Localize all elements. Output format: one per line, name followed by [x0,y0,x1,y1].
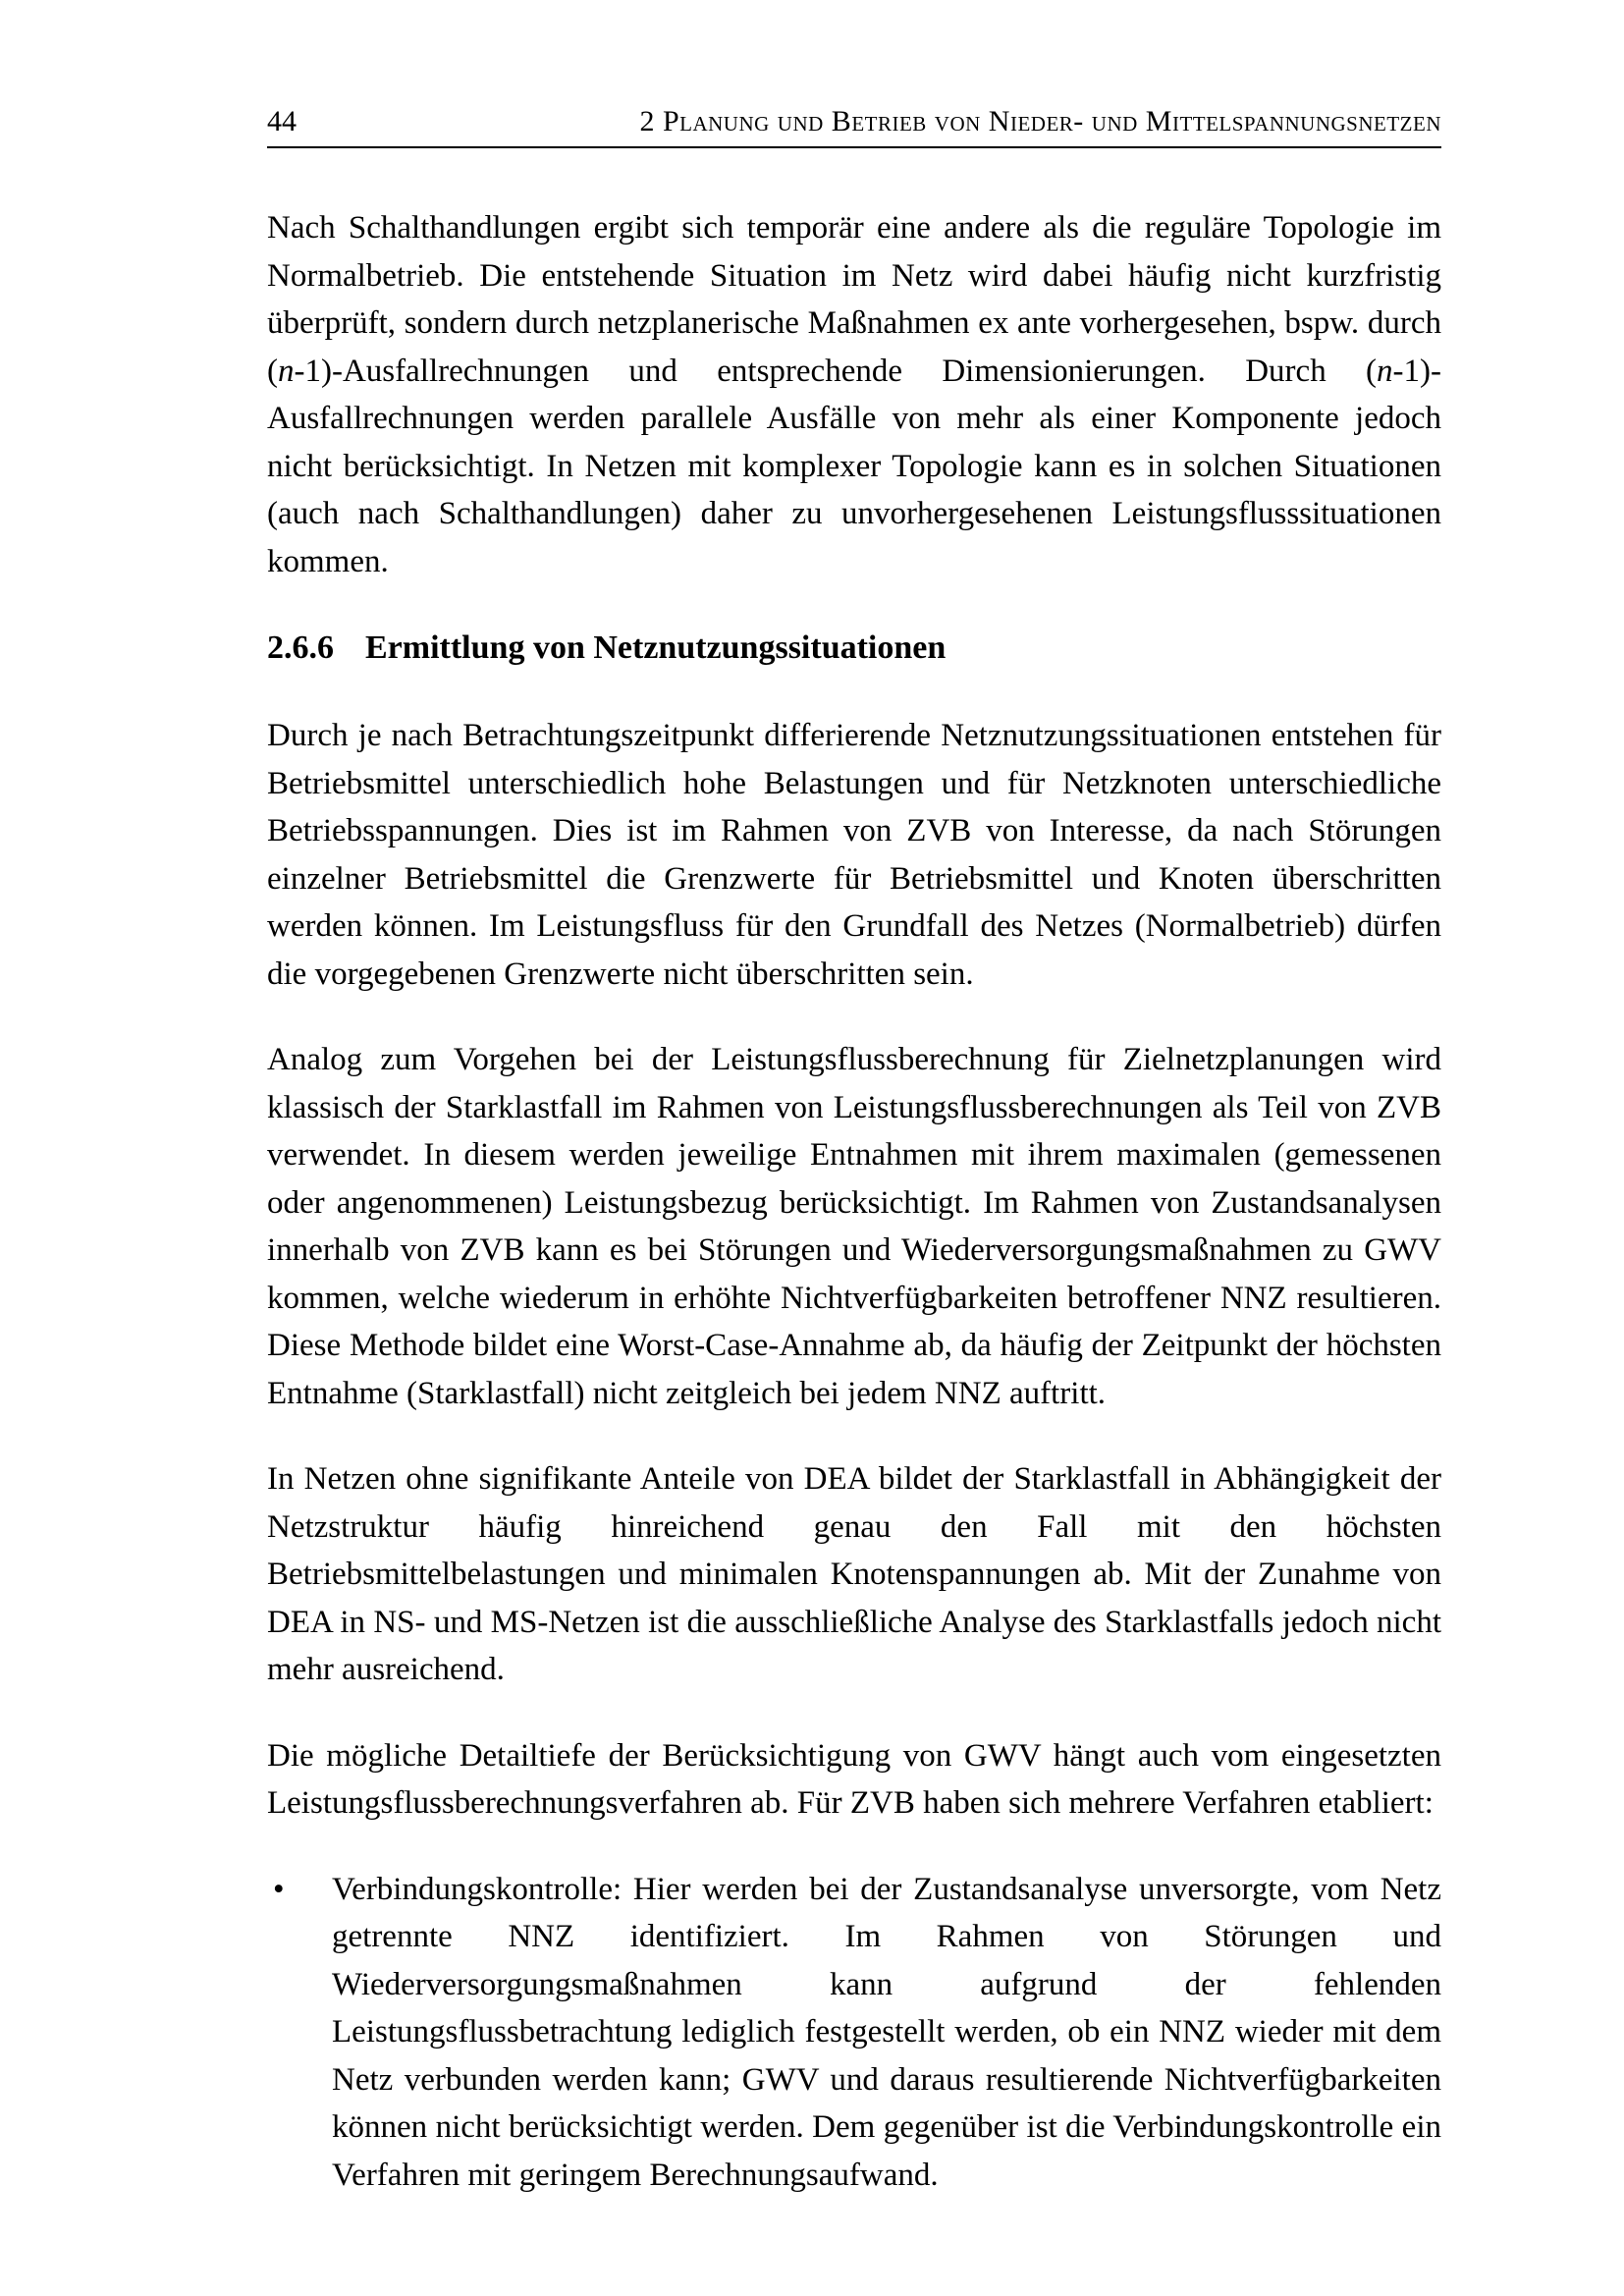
paragraph-2: Durch je nach Betrachtungszeitpunkt differierende Netznutzungssituationen entstehen für Betriebsmittel unterschiedlich hohe Belastungen und für Netzknoten unterschiedliche Betriebsspannungen. Dies ist im Rahmen von ZVB von Interesse, da nach Störungen einzelner Betriebsmittel die Grenzwerte für Betriebsmittel und Knoten überschritten werden können. Im Leistungsfluss für den Grundfall des Netzes (Normalbetrieb) dürfen die vorgegebenen Grenzwerte nicht überschritten sein. [267,718,1441,992]
paragraph-1: Nach Schalthandlungen ergibt sich temporär eine andere als die reguläre Topologie im Normalbetrieb. Die entstehende Situation im Netz wird dabei häufig nicht kurzfristig überprüft, sondern durch netzplanerische Maßnahmen ex ante vorhergesehen, bspw. durch (n-1)-Ausfallrechnungen und entsprechende Dimensionierungen. Durch (n-1)-Ausfallrechnungen werden parallele Ausfälle von mehr als einer Komponente jedoch nicht berücksichtigt. In Netzen mit komplexer Topologie kann es in solchen Situationen (auch nach Schalthandlungen) daher zu unvorhergesehenen Leistungsflusssituationen kommen. [267,210,1441,579]
paragraph-3: Analog zum Vorgehen bei der Leistungsflussberechnung für Zielnetzplanungen wird klassisch der Starklastfall im Rahmen von Leistungsflussberechnungen als Teil von ZVB verwendet. In diesem werden jeweilige Entnahmen mit ihrem maximalen (gemessenen oder angenommenen) Leistungsbezug berücksichtigt. Im Rahmen von Zustandsanalysen innerhalb von ZVB kann es bei Störungen und Wiederversorgungsmaßnahmen zu GWV kommen, welche wiederum in erhöhte Nichtverfügbarkeiten betroffener NNZ resultieren. Diese Methode bildet eine Worst-Case-Annahme ab, da häufig der Zeitpunkt der höchsten Entnahme (Starklastfall) nicht zeitgleich bei jedem NNZ auftritt. [267,1042,1441,1411]
page-number: 44 [267,105,297,137]
section-number: 2.6.6 [267,629,334,666]
bullet-icon: • [273,1871,285,1907]
paragraph-5: Die mögliche Detailtiefe der Berücksichtigung von GWV hängt auch vom eingesetzten Leistungsflussberechnungsverfahren ab. Für ZVB haben sich mehrere Verfahren etabliert: [267,1737,1441,1821]
page-header [267,106,1441,148]
page-body [267,204,1441,2199]
list-item [267,1866,1441,2200]
section-heading [267,624,1441,673]
paragraph-4: In Netzen ohne signifikante Anteile von DEA bildet der Starklastfall in Abhängigkeit der Netzstruktur häufig hinreichend genau den Fall mit den höchsten Betriebsmittelbelastungen und minimalen Knotenspannungen ab. Mit der Zunahme von DEA in NS- und MS-Netzen ist die ausschließliche Analyse des Starklastfalls jedoch nicht mehr ausreichend. [267,1461,1441,1687]
running-title: 2 Planung und Betrieb von Nieder- und Mittelspannungsnetzen [639,105,1441,137]
section-title: Ermittlung von Netznutzungssituationen [365,629,947,666]
list-item-text: Verbindungskontrolle: Hier werden bei der Zustandsanalyse unversorgte, vom Netz getrennte NNZ identifiziert. Im Rahmen von Störungen und Wiederversorgungsmaßnahmen kann aufgrund der fehlenden Leistungsflussbetrachtung lediglich festgestellt werden, ob ein NNZ wieder mit dem Netz verbunden werden kann; GWV und daraus resultierende Nichtverfügbarkeiten können nicht berücksichtigt werden. Dem gegenüber ist die Verbindungskontrolle ein Verfahren mit geringem Berechnungsaufwand. [332,1871,1441,2193]
